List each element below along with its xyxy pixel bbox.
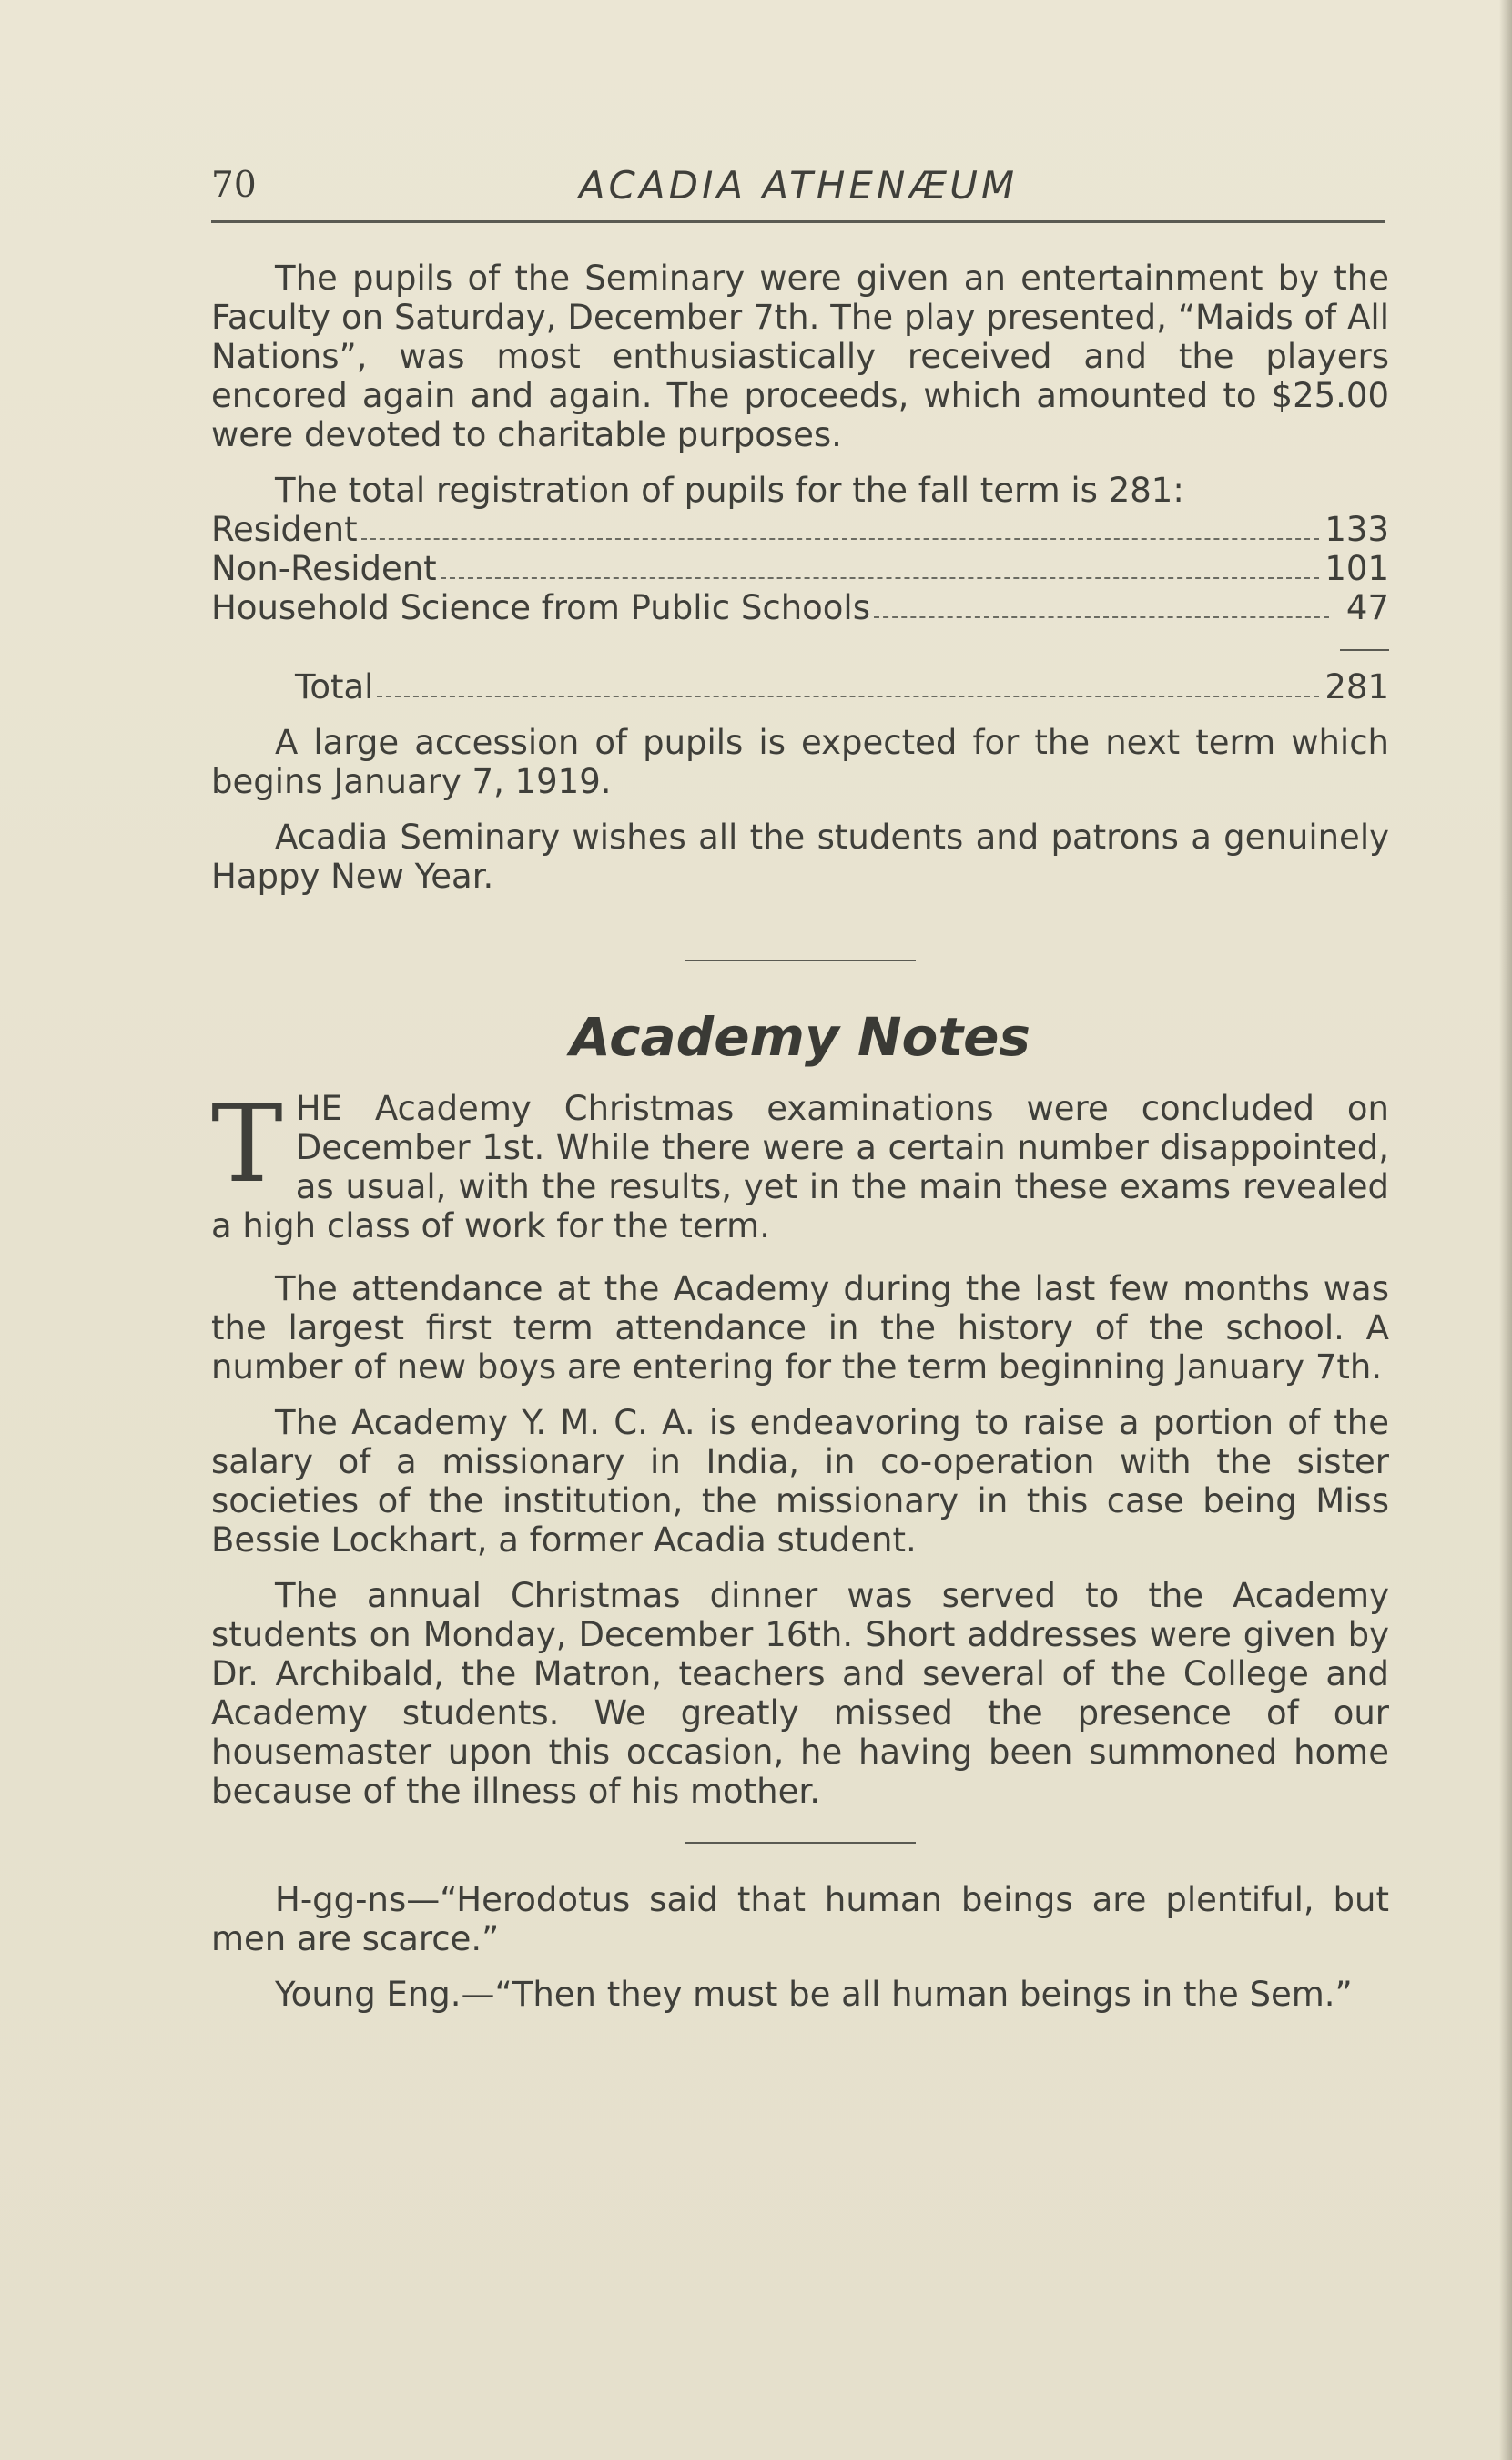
registration-label: Household Science from Public Schools — [211, 588, 870, 627]
academy-paragraph-1 — [211, 1081, 1389, 1245]
dotted-leader — [441, 576, 1320, 579]
total-label: Total — [295, 667, 374, 706]
registration-row — [211, 510, 1389, 549]
drop-cap: T — [211, 1081, 283, 1206]
academy-paragraph-4: The annual Christmas dinner was served to the Academy students on Monday, December 16th. Short addresses were given by Dr. Archibald, the Matron, teachers and several of the College and Academy students. We greatly missed the presence of our housemaster upon this occasion, he having been summoned home because of the illness of his mother. — [211, 1576, 1389, 1811]
registration-value: 47 — [1345, 588, 1389, 627]
registration-value: 133 — [1324, 510, 1389, 549]
dotted-leader — [377, 695, 1319, 697]
seminary-paragraph-1: The pupils of the Seminary were given an entertainment by the Faculty on Saturday, December 7th. The play presented, “Maids of All Nations”, was most enthusiastically received and the players encored again and again. The proceeds, which amounted to $25.00 were devoted to charitable purposes. — [211, 259, 1389, 454]
joke-line-1: H-gg-ns—“Herodotus said that human beings are plentiful, but men are scarce.” — [211, 1880, 1389, 1958]
registration-row — [211, 588, 1389, 627]
section-title: Academy Notes — [570, 1006, 1030, 1068]
registration-row — [211, 549, 1389, 588]
registration-label: Resident — [211, 510, 358, 549]
dotted-leader — [874, 615, 1329, 618]
page-content — [211, 259, 1389, 2030]
academy-paragraph-1-text: HE Academy Christmas examinations were concluded on December 1st. While there were a certain number disappointed, as usual, with the results, yet in the main these exams revealed a high class of work for the term. — [211, 1089, 1389, 1245]
registration-value: 101 — [1324, 549, 1389, 588]
registration-total-row — [211, 667, 1389, 706]
joke-line-2: Young Eng.—“Then they must be all human beings in the Sem.” — [275, 1975, 1353, 2014]
seminary-paragraph-2: The total registration of pupils for the fall term is 281: — [275, 471, 1184, 510]
running-title: ACADIA ATHENÆUM — [578, 163, 1019, 208]
seminary-paragraph-3: A large accession of pupils is expected for the next term which begins January 7, 1919. — [211, 723, 1389, 801]
page-header — [211, 160, 1385, 211]
sum-rule — [1340, 649, 1389, 651]
total-value: 281 — [1324, 667, 1389, 706]
academy-paragraph-3: The Academy Y. M. C. A. is endeavoring to raise a portion of the salary of a missionary in India, in co-operation with the sister societies of the institution, the missionary in this case being Miss Bessie Lockhart, a former Acadia student. — [211, 1403, 1389, 1560]
seminary-paragraph-4: Acadia Seminary wishes all the students and patrons a genuinely Happy New Year. — [211, 818, 1389, 896]
dotted-leader — [361, 537, 1320, 540]
page-number: 70 — [211, 165, 257, 206]
academy-paragraph-2: The attendance at the Academy during the last few months was the largest first term attendance in the history of the school. A number of new boys are entering for the term beginning January 7th. — [211, 1269, 1389, 1387]
registration-label: Non-Resident — [211, 549, 437, 588]
sum-rule-container — [211, 627, 1389, 667]
header-rule — [211, 220, 1385, 223]
